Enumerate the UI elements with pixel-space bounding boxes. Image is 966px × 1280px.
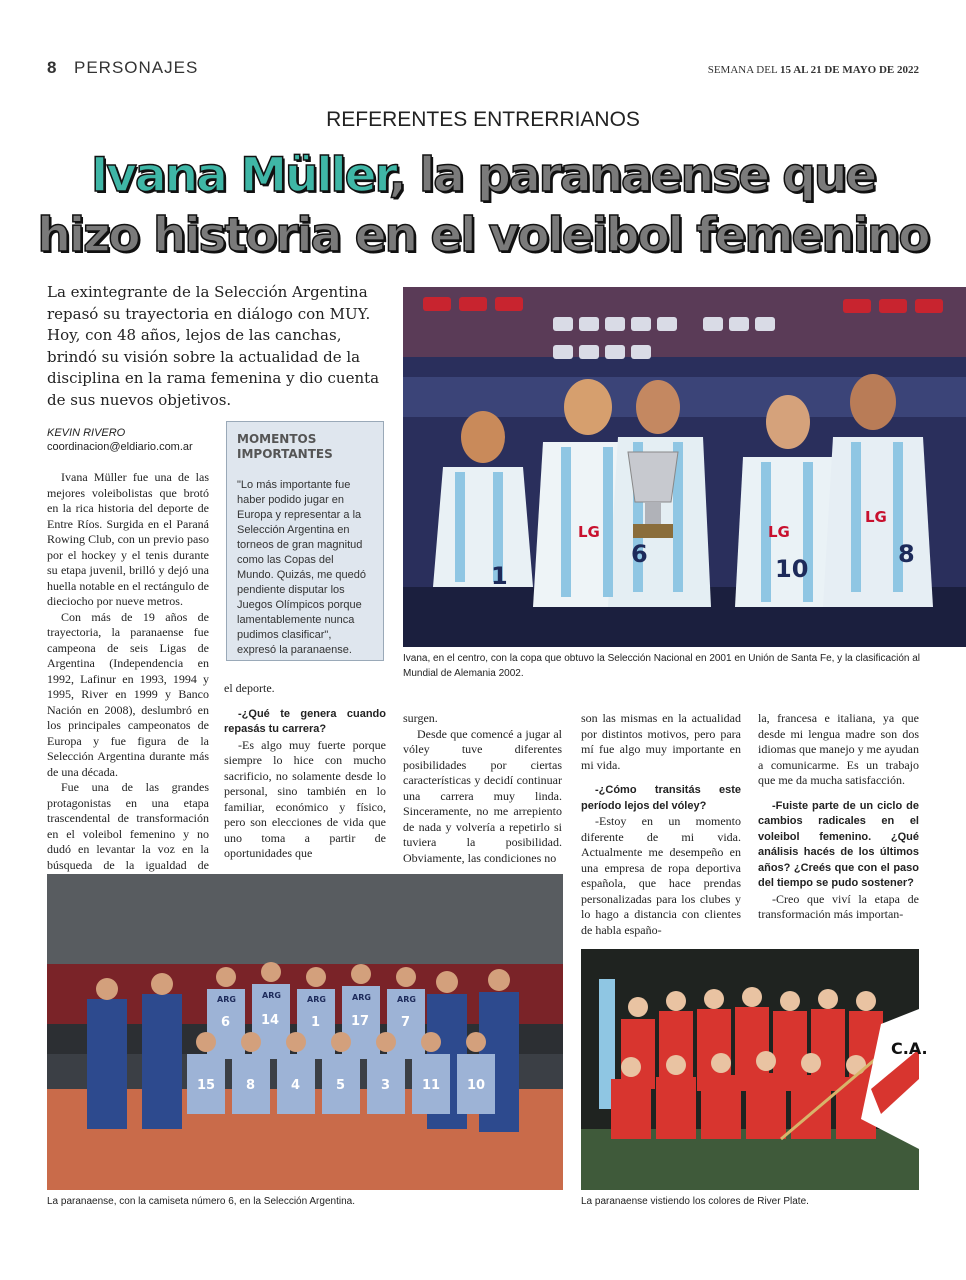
jersey-number: 17 [351, 1014, 370, 1029]
caption-photo-national-team: La paranaense, con la camiseta número 6, en la Selección Argentina. [47, 1196, 355, 1207]
jersey-number: 6 [221, 1015, 231, 1030]
jersey-number: 8 [246, 1078, 256, 1093]
jersey-label: ARG [397, 995, 416, 1004]
body-paragraph: son las mismas en la actualidad por distintos motivos, pero para mí fue algo muy importante en mi vida. [581, 711, 741, 772]
interview-question: -Fuiste parte de un ciclo de cambios radicales en el voleibol femenino. ¿Qué análisis hacés de los últimos años? ¿Creés que con el paso del tiempo se pudo sostener? [758, 799, 919, 889]
jersey-number: 5 [336, 1078, 346, 1093]
jersey-number: 11 [422, 1078, 441, 1093]
caption-photo-river-plate: La paranaense vistiendo los colores de River Plate. [581, 1196, 809, 1207]
body-column-4 [581, 711, 741, 938]
headline-line2: hizo historia en el voleibol femenino [37, 208, 929, 263]
body-paragraph: la, francesa e italiana, ya que desde mi lengua madre son dos idiomas que manejo y me ayudan a comunicarme. Es un trabajo que me da mucha satisfacción. [758, 711, 919, 787]
body-paragraph: el deporte. [224, 681, 275, 695]
body-column-3 [403, 711, 562, 866]
interview-question: -¿Qué te genera cuando repasás tu carrera? [224, 707, 386, 735]
jersey-number: 6 [631, 540, 648, 568]
kicker: REFERENTES ENTRERRIANOS [326, 108, 640, 131]
jersey-label: ARG [262, 991, 281, 1000]
week-prefix: SEMANA DEL [707, 64, 778, 76]
photo-national-team [47, 874, 563, 1190]
photo-river-plate [581, 949, 928, 1190]
body-paragraph: Con más de 19 años de trayectoria, la paranaense fue campeona de seis Ligas de Argentina (Independencia en 1992, Lafinur en 1993, 1994 y 1995, River en 1999 y Banco Nación en 2008), deslumbró en los principales campeonatos de Europa y fue figura de la Selección Argentina durante más de una década. [47, 609, 209, 779]
headline-highlight: Ivana Müller [90, 148, 389, 203]
photo-trophy [403, 287, 966, 647]
headline-rest-line1: , la paranaense que [388, 148, 876, 203]
jersey-number: 4 [291, 1078, 301, 1093]
body-column-5 [758, 711, 919, 923]
body-column-2 [224, 681, 386, 862]
jersey-number: 7 [401, 1015, 411, 1030]
jersey-number: 10 [775, 555, 809, 583]
body-paragraph: -Estoy en un momento diferente de mi vida. Actualmente me desempeño en una empresa de ropa deportiva española, que hace prendas personalizadas para los clubes y lo hago a distancia con clientes de habla españo- [581, 814, 741, 937]
caption-photo-trophy: Ivana, en el centro, con la copa que obtuvo la Selección Nacional en 2001 en Unión de Santa Fe, y la clasificación al Mundial de Alemania 2002. [403, 653, 920, 679]
jersey-number: 1 [311, 1015, 321, 1030]
jersey-brand: LG [578, 523, 600, 541]
jersey-label: ARG [307, 995, 326, 1004]
jersey-label: ARG [352, 993, 371, 1002]
body-paragraph: -Es algo muy fuerte porque siempre lo hice con mucho sacrificio, no solamente desde lo personal, sino también en lo familiar, económico y físico, pero son elecciones de vida que uno toma a partir de oportunidades que [224, 737, 386, 860]
jersey-number: 8 [898, 540, 915, 568]
body-column-1 [47, 470, 209, 889]
interview-question: -¿Cómo transitás este período lejos del vóley? [581, 784, 741, 812]
jersey-number: 14 [261, 1013, 280, 1028]
sidebar-quote: "Lo más importante fue haber podido jugar en Europa y representar a la Selección Argentina en torneos de gran magnitud como las Copas del Mundo. Quizás, me quedó pendiente disputar los Juegos Olímpicos porque lamentablemente nunca pudimos clasificar", expresó la paranaense. [237, 479, 367, 656]
jersey-number: 1 [491, 562, 508, 590]
flag-text: C.A. [891, 1039, 928, 1058]
section-name: PERSONAJES [74, 58, 199, 77]
jersey-number: 3 [381, 1078, 391, 1093]
jersey-number: 15 [197, 1078, 216, 1093]
jersey-label: ARG [217, 995, 236, 1004]
week-dates: 15 AL 21 DE MAYO DE 2022 [780, 64, 919, 76]
trophy-icon [628, 452, 678, 538]
jersey-brand: LG [768, 523, 790, 541]
body-paragraph: surgen. [403, 711, 438, 725]
sidebar-title: MOMENTOS IMPORTANTES [237, 432, 333, 461]
body-paragraph: -Creo que viví la etapa de transformación más importan- [758, 891, 919, 921]
issue-date [708, 64, 919, 76]
jersey-number: 10 [467, 1078, 486, 1093]
headline [30, 146, 936, 266]
jersey-brand: LG [865, 508, 887, 526]
body-paragraph: Fue una de las grandes protagonistas en una etapa trascendental de transformación en el voleibol femenino y no dudó en levantar la voz en la búsqueda de la igualdad de [47, 780, 209, 872]
sidebar-box [226, 421, 384, 661]
byline-author: KEVIN RIVERO [47, 427, 126, 439]
page-number: 8 [47, 58, 57, 77]
byline-email: coordinacion@eldiario.com.ar [47, 441, 193, 453]
body-paragraph: Ivana Müller fue una de las mejores voleibolistas que brotó en la rica historia del deporte de Entre Ríos. Surgida en el Paraná Rowing Club, con un previo paso por el hockey y el tenis durante su etapa juvenil, brilló y dejó una huella notable en el rectángulo de dieciocho por nueve metros. [47, 470, 209, 608]
body-paragraph: Desde que comencé a jugar al vóley tuve diferentes posibilidades por ciertas características y decidí continuar una carrera muy linda. Sinceramente, no me arrepiento de nada y volvería a repetirlo si tuviera la posibilidad. Obviamente, las condiciones no [403, 726, 562, 865]
lede: La exintegrante de la Selección Argentina repasó su trayectoria en diálogo con MUY. Hoy, con 48 años, lejos de las canchas, brindó su visión sobre la actualidad de la disciplina en la rama femenina y dio cuenta de sus nuevos objetivos. [47, 283, 380, 409]
